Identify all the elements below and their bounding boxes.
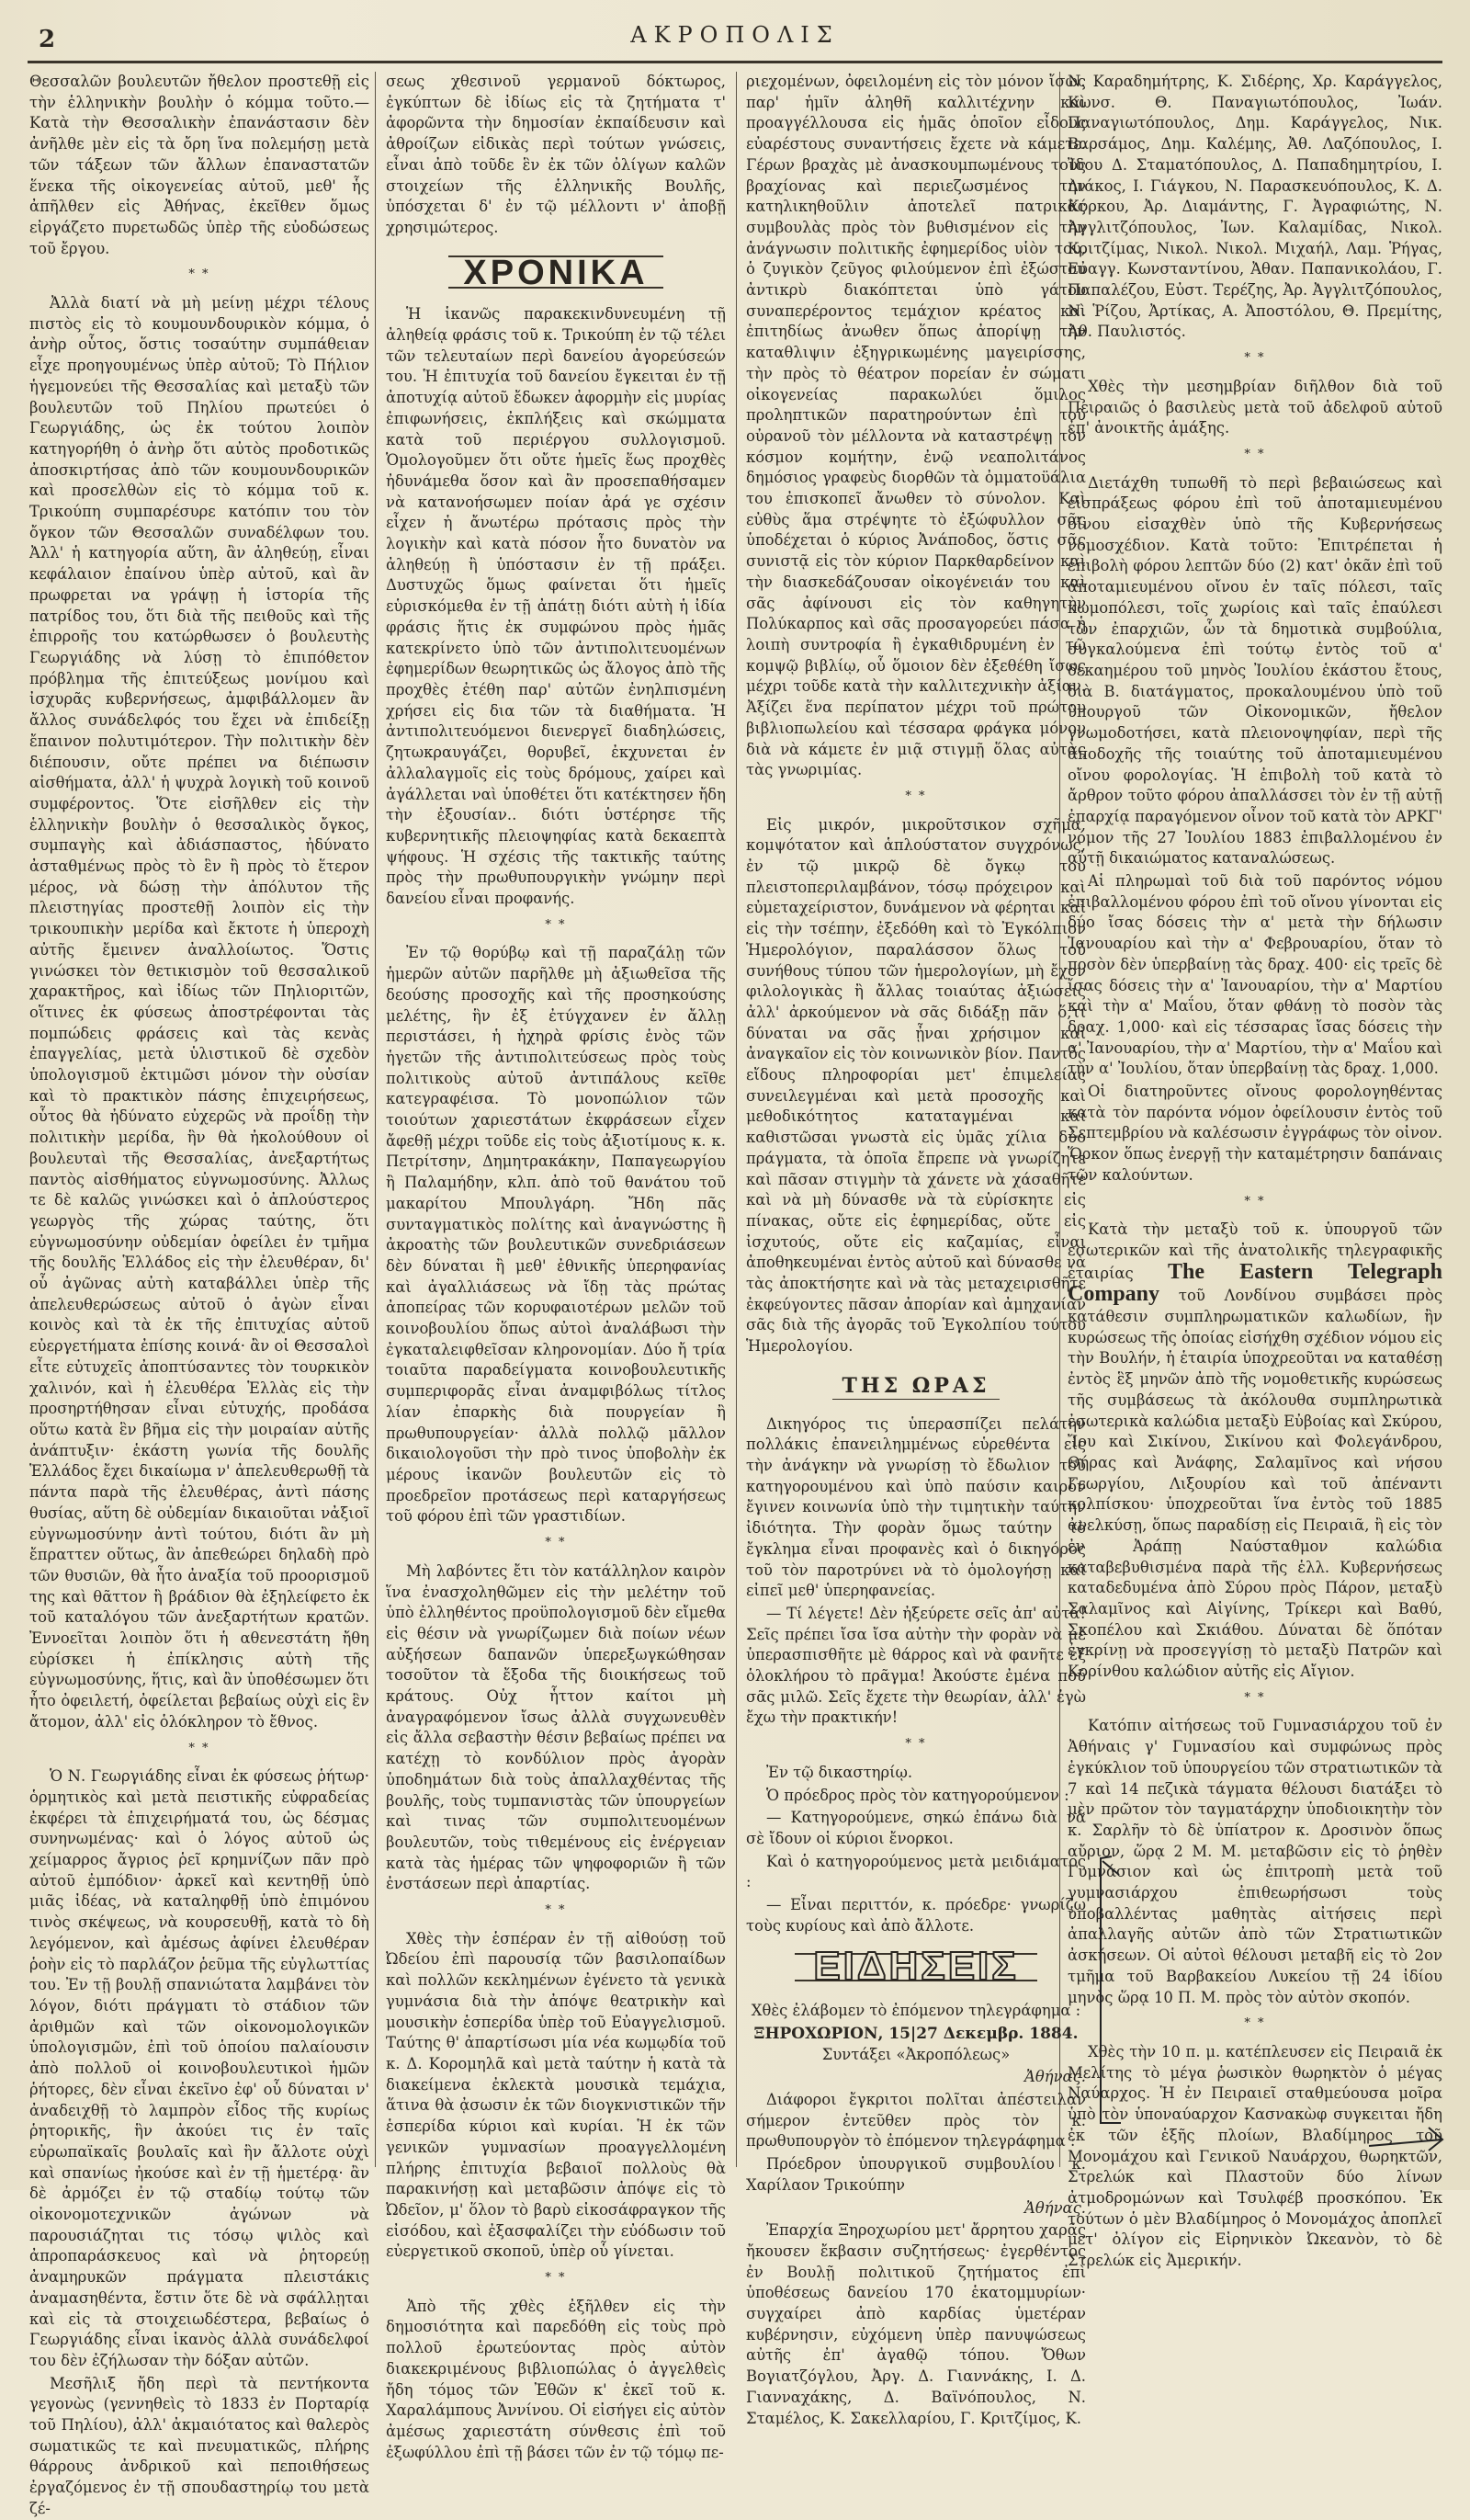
article-paragraph: Αἱ πληρωμαὶ τοῦ διὰ τοῦ παρόντος νόμου ἐπιβαλλομένου φόρου ἐπὶ τοῦ οἴνου γίνονται εἰς δύο ἴσας δόσεις τὴν α' μετὰ τὴν δήλωσιν Ἰανουαρίου καὶ τὴν α' Φεβρουαρίου, ὅταν τὸ ποσὸν δὲν ὑπερβαίνῃ τὰς δραχ. 400· εἰς τρεῖς δὲ ἴσας δόσεις τὴν α' Ἰανουαρίου, τὴν α' Μαρτίου καὶ τὴν α' Μαΐου, ὅταν φθάνῃ τὸ ποσὸν τὰς δραχ. 1,000· καὶ εἰς τέσσαρας ἴσας δόσεις τὴν α' Ἰανουαρίου, τὴν α' Μαρτίου, τὴν α' Μαΐου καὶ τὴν α' Ἰουλίου, ὅταν ὑπερβαίνῃ τὰς δραχ. 1,000. [1068,872,1442,1078]
article-paragraph: Ἀπὸ τῆς χθὲς ἐξῆλθεν εἰς τὴν δημοσιότητα καὶ παρεδόθη εἰς τοὺς πρὸ πολλοῦ ἐρωτεύοντας πρὸς αὐτὸν διακεκριμένους βιβλιοπώλας ὁ ἀγγελθεὶς ἤδη τόμος τῶν Ἐθῶν κ' ἐκεῖ τοῦ κ. Χαραλάμπους Ἀννίνου. Οἱ εἰσήγει εἰς αὐτὸν ἀμέσως χαριεστάτη σύνθεσις ἐπὶ τοῦ ἐξωφύλλου ἐπὶ τῇ βάσει τῶν ἐν τῷ τόμῳ πε- [386,2297,726,2461]
article-paragraph: Πρόεδρον ὑπουργικοῦ συμβουλίου κ. Χαρίλαον Τρικούπην [746,2155,1086,2194]
section-title: ΕΙΔΗΣΕΙΣ [795,1953,1036,1981]
separator: * * [1244,447,1266,461]
separator: * * [905,789,927,803]
separator: * * [188,267,210,282]
handwritten-bracket-mark [1093,1847,1452,2164]
dialogue-line: — Τί λέγετε! Δὲν ἠξεύρετε σεῖς ἀπ' αὐτά! Σεῖς πρέπει ἴσα ἴσα αὐτὴν τὴν φορὰν νὰ μὲ ὑπερασπισθῆτε μὲ θάρρος καὶ νὰ φανῆτε ἐξ ὁλοκλήρου τὸ πρᾶγμα! Ἀκούστε ἐμένα ποῦ σᾶς μιλῶ. Σεῖς ἔχετε τὴν θεωρίαν, ἀλλ' ἐγὼ ἔχω τὴν πρακτικήν! [746,1604,1086,1727]
column-divider [736,72,737,2167]
telegram-recipient: Συντάξει «Ἀκροπόλεως» [821,2045,1011,2063]
section-header-tis-oras [746,1374,1086,1400]
section-title: ΧΡΟΝΙΚΑ [448,255,662,289]
article-paragraph: Χθὲς τὴν ἑσπέραν ἐν τῇ αἰθούσῃ τοῦ Ὠδείου ἐπὶ παρουσίᾳ τῶν βασιλοπαίδων καὶ πολλῶν κεκλημένων ἐγένετο τὰ γενικὰ γυμνάσια διὰ τὴν ἀπόψε θεατρικὴν καὶ μουσικὴν ἑσπερίδα ὑπὲρ τοῦ Εὐαγγελισμοῦ. Ταύτης θ' ἀπαρτίσωσι μία νέα κωμῳδία τοῦ κ. Δ. Κορομηλᾶ καὶ μετὰ ταύτην ἡ κατὰ τὰ διακείμενα ἐκλεκτὰ μουσικὰ τεμάχια, ἅτινα θὰ ᾀσωσιν ἐκ τῶν διογκνιστικῶν τῆν ἑσπερίδα κύριοι καὶ κυρίαι. Ἡ ἐκ τῶν γενικῶν γυμνασίων προαγγελλομένη πλήρης ἐπιτυχία βεβαιοῖ πολλοὺς θὰ παρακινήσῃ καὶ μεταβῶσιν ἀπόψε εἰς τὸ Ὠδεῖον, μ' ὅλον τὸ βαρὺ εἰκοσάφραγκον τῆς εἰσόδου, καὶ ἐξασφαλίζει τὴν εὐόδωσιν τοῦ εὐεργετικοῦ σκοποῦ, ὑπὲρ οὗ γίνεται. [386,1929,726,2261]
dialogue-line: — Εἶναι περιττόν, κ. πρόεδρε· γνωρίζω τοὺς κυρίους καὶ ἀπὸ ἄλλοτε. [746,1896,1086,1935]
article-paragraph: Εἰς μικρόν, μικροῦτσικον σχῆμα, κομψότατον καὶ ἁπλούστατον συγχρόνως, ἐν τῷ μικρῷ δὲ ὄγκῳ του πλειστοπεριλαμβάνον, τόσῳ πρόχειρον καὶ εὐμεταχείριστον, δυνάμενον νὰ φέρηται καὶ εἰς τὴν τσέπην, ἐξεδόθη καὶ τὸ Ἐγκόλπιον Ἡμερολόγιον, παραλάσσον ὅλως τοῦ συνήθους τύπου τῶν ἡμερολογίων, μὴ ἔχον φιλολογικὰς ἢ ἄλλας τοιαύτας ἀξιώσεις ἀλλ' ἀρκούμενον νὰ σᾶς διδάξῃ πᾶν ὅ,τι δύναται να σᾶς ᾖναι χρήσιμον καὶ ἀναγκαῖον εἰς τὸν κοινωνικὸν βίον. Παντὸς εἴδους πληροφορίαι μετ' ἐπιμελείας συνειλεγμέναι καὶ μετὰ προσοχῆς καὶ μεθοδικότητος καταταγμέναι καὶ καθιστῶσαι γνωστὰ εἰς ὑμᾶς χίλια δύο πράγματα, τὰ ὁποῖα ἔπρεπε νὰ γνωρίζητε καὶ πᾶσαν στιγμὴν τὰ χάνετε νὰ χάσαθῆτε καὶ νὰ μὴ δύνασθε νὰ τὰ εὑρίσκητε εἰς πίνακας, οὔτε εἰς ἐφημερίδας, οὔτε εἰς ἰσχυτούς, οὔτε εἰς καζαμίας, εἶναι ἀποθηκευμέναι ἐντὸς αὐτοῦ καὶ δύνασθε νὰ τὰς ἀποκτήσητε καὶ νὰ τὰς μεταχειρισθῆτε ἐκφεύγοντες πᾶσαν ἀπορίαν καὶ ἀμηχανίαν σᾶς διὰ τῆς ἀγορᾶς τοῦ Ἐγκολπίου τούτου Ἡμερολογίου. [746,815,1086,1356]
article-paragraph: Ἐπαρχία Ξηροχωρίου μετ' ἄρρητου χαρᾶς ἤκουσεν ἔκβασιν συζητήσεως· ἐγερθέντος ἐν Βουλῇ πολιτικοῦ ζητήματος ἐπὶ ὑποθέσεως δανείου 170 ἑκατομμυρίων· συγχαίρει ἀπὸ καρδίας ὑμετέραν κυβέρνησιν, εὐχόμενη ὑπὲρ πανυψώσεως αὐτῆς ἐπ' ἀγαθῷ τόπου. Ὄθων Βογιατζόγλου, Ἀργ. Δ. Γιαννάκης, Ι. Δ. Γιανναχάκης, Δ. Βαϊνόπουλος, Ν. Σταμέλος, Κ. Σακελλαρίου, Γ. Κριτζίμος, Κ. [746,2221,1086,2427]
section-header-chronika [386,255,726,290]
telegram-dateline: ΞΗΡΟΧΩΡΙΟΝ, 15|27 Δεκεμβρ. 1884. [753,2024,1079,2043]
article-paragraph: Δικηγόρος τις ὑπερασπίζει πελάτην πολλάκις ἐπανειλημμένως εὑρεθέντα εἰς τὴν ἀνάγκην νὰ γνωρίσῃ τὸ ἔδωλιον τοῦ κατηγορουμένου καὶ ὑπὸ παύσιν καιρόν ἔγινεν κοινωνία ὑπὸ τὴν τιμητικὴν ταύτην ἰδιότητα. Τὴν φορὰν ὅμως ταύτην τὸ ἔγκλημα εἶναι προφανὲς καὶ ὁ δικηγόρος τοῦ τὸν παροτρύνει νὰ τὸ ὁμολογήσῃ καὶ εἰπεῖ μεθ' ὑπερηφανείας. [746,1414,1086,1600]
article-paragraph [1068,1220,1442,1682]
separator: * * [545,917,567,932]
article-paragraph: σεως χθεσινοῦ γερμανοῦ δόκτωρος, ἐγκύπτων δὲ ἰδίως εἰς τὰ ζητήματα τ' ἀφορῶντα τὴν δημοσίαν ἐκπαίδευσιν καὶ ἀθροίζων εἰδικὰς περὶ τούτων γνώσεις, εἶναι ἀπὸ τοῦδε ἓν ἐκ τῶν ὀλίγων καλῶν στοιχείων τῆς ἑλληνικῆς Βουλῆς, ὑπόσχεται δ' ἐν τῷ μέλλοντι ν' ἀποβῇ χρησιμώτερος. [386,73,726,236]
separator: * * [188,1741,210,1755]
separator: * * [1244,2016,1266,2031]
article-paragraph: Χθὲς ἐλάβομεν τὸ ἐπόμενον τηλεγράφημα : [751,2002,1081,2020]
separator: * * [905,1737,927,1752]
column-2 [386,72,726,2461]
article-paragraph: Οἱ διατηροῦντες οἴνους φορολογηθέντας κατὰ τὸν παρόντα νόμον ὀφείλουσιν ἐντὸς τοῦ Σεπτεμβρίου νὰ καλέσωσιν ἐγγράφως τὸν οἰνον. Ὅρκον ὅπως ἐνεργῇ τὴν καταμέτρησιν δαπάναις τῶν καλούντων. [1068,1083,1442,1184]
separator: * * [1244,351,1266,366]
dialogue-line: Καὶ ὁ κατηγορούμενος μετὰ μειδιάματος : [746,1852,1086,1891]
article-paragraph: Χθὲς τὴν μεσημβρίαν διῆλθον διὰ τοῦ Πειραιῶς ὁ βασιλεὺς μετὰ τοῦ ἀδελφοῦ αὐτοῦ ἐπ' ἀνοικτῆς ἁμάξης. [1068,377,1442,437]
article-paragraph: Διάφοροι ἔγκριτοι πολῖται ἀπέστειλαν σήμερον ἐντεῦθεν πρὸς τὸν κ. πρωθυπουργὸν τὸ ἐπόμενον τηλεγράφημα : [746,2090,1086,2151]
separator: * * [545,1903,567,1918]
separator: * * [545,2271,567,2286]
paragraph-text: τοῦ Λονδίνου συμβάσει πρὸς κατάθεσιν συμπληρωματικῶν καλωδίων, ἢν κυρώσεως τῆς ὁποίας εἰσήχθη σχέδιον νόμου εἰς τὴν Βουλήν, ἡ ἑταιρία ὑποχρεοῦται να καταθέσῃ ἐντὸς ἓξ μηνῶν ἀπὸ τῆς νομοθετικῆς κυρώσεως τῆς συμβάσεως τὰ ἀκόλουθα συμπληρωτικὰ ἐσωτερικὰ καλώδια μεταξὺ Εὐβοίας καὶ Σκύρου, Ἴου καὶ Σικίνου, Σικίνου καὶ Φολεγάνδρου, Θήρας καὶ Ἀνάφης, Σαλαμῖνος καὶ νήσου Γεωργίου, Λιξουρίου καὶ τοῦ ἀπέναντι κολπίσκου· ὑποχρεοῦται ἵνα ἐντὸς τοῦ 1885 ἀνελκύσῃ, ὅπως παραδίσῃ εἰς Πειραιᾶ, ἢ εἰς τὸν ἐν Ἀράπῃ Ναύσταθμον καλώδια καταβεβυθισμένα παρὰ τῆς ἑλλ. Κυβερνήσεως καταδεδυμένα ἀπὸ Σύρου πρὸς Πάρον, μεταξὺ Σαλαμῖνος καὶ Αἰγίνης, Τρίκερι καὶ Βαθύ, Σκοπέλου καὶ Σκιάθου. Δύναται δὲ ὅπόταν ἐγκρίνῃ νὰ προσεγγίσῃ τὸ μεταξὺ Πατρῶν καὶ Κορίνθου καλώδιον αὐτῆς εἰς Αἴγιον. [1068,1287,1443,1681]
separator: * * [1244,1690,1266,1705]
header-rule [28,61,1442,63]
article-paragraph: Χθὲς τὴν 10 π. μ. κατέπλευσεν εἰς Πειραιᾶ ἐκ Μελίτης τὸ μέγα ῥωσικὸν θωρηκτὸν ὁ μέγας Ναύαρχος. Ἡ ἐν Πειραιεῖ σταθμεύουσα μοῖρα ὑπὸ τὸν ὑποναύαρχον Κασνακὼφ συγκειται ἤδη ἐκ τῶν ἑξῆς πλοίων, Βλαδίμηρος τοῦ Μονομάχου καὶ Γενικοῦ Ναυάρχου, θωρηκτῶν, Στρελώκ καὶ Πλαστοῦν δύο λίνων ἀτμοδρομώνων καὶ Τσυλφέβ προσκόπου. Ἐκ τούτων ὁ μὲν Βλαδίμηρος ὁ Μονομάχος ἀποπλεῖ μετ' ὀλίγον εἰς Εἰρηνικὸν Ὠκεανὸν, τὸ δὲ Στρελώκ εἰς Ἀμερικήν. [1068,2042,1442,2270]
telegram-city: Ἀθήνας. [1024,2198,1086,2217]
article-paragraph: Θεσσαλῶν βουλευτῶν ἤθελον προστεθῇ εἰς τὴν ἑλληνικὴν βουλὴν ὁ κόμμα τοῦτο.—Κατὰ τὴν Θεσσαλικὴν ἐπανάστασιν δὲν ἀνῆλθε μὲν εἰς τὰ ὄρη ἵνα πολεμήσῃ μετὰ τῶν τάξεων τῶν ἄλλων ἐπαναστατῶν ἕνεκα τῆς οἰκογενείας αὐτοῦ, μεθ' ἧς ἀπῆλθεν εἰς Ἀθήνας, ἐκεῖθεν ὅμως εἰργάζετο πυρετωδῶς ὑπὲρ τῆς εὐοδώσεως τοῦ ἔργου. [29,73,369,257]
masthead: ΑΚΡΟΠΟΛΙΣ [630,22,840,48]
dialogue-line: — Κατηγορούμενε, σηκώ ἐπάνω διὰ νὰ σὲ ἴδουν οἱ κύριοι ἔνορκοι. [746,1809,1086,1847]
article-paragraph: ριεχομένων, ὀφειλομένη εἰς τὸν μόνον ἴσως παρ' ἡμῖν ἀληθῆ καλλιτέχνην καὶ προαγγέλλουσα εἰς ἡμᾶς ὁποῖον εἶδους εὐαρέστους συναντήσεις ἔχετε νὰ κάμετε. Γέρων βραχὰς μὲ ἀνασκουμπωμένους τοὺς βραχίονας καὶ περιεζωσμένος τὴν κατηλικηθοῦλιν ἀποτελεῖ πατρικὰς συμβουλὰς πρὸς τὸν βυθισμένον εἰς τὴν ἀνάγνωσιν πολιτικῆς ἐφημερίδος υἱὸν του, ὁ ζυγικὸν ζεῦγος φιλούμενον ἐπὶ ἐξώστου ἀντικρὺ διακόπτεται ὑπὸ γάτου συναπερέροντος τεμάχιον κρέατος καὶ ἐπιτηδίως ἀνωθεν ὅπως ἀπορίψῃ τὴν καταθλιψιν ἐξηγρικωμένης μαγειρίσσης, τὴν πρὸς τὸ θέατρον πορείαν ἐν σώματι οἰκογενείας παρακωλύει ὅμιλος προληπτικῶν παρατηρούντων ἐπὶ τοῦ οὐρανοῦ τὸν μέλλοντα νὰ καταστρέψῃ τὸν κόσμον κομήτην, ἐνῷ νεαπολιτάνος δημόσιος γραφεὺς διορθῶν τὰ ὀμματοϋάλια του ἐπισκοπεῖ ἄνωθεν τὸ σύνολον. Καὶ εὐθὺς ἅμα στρέψητε τὸ ἐξώφυλλον σᾶς ὑποδέχεται ὁ κύριος Ἀνάποδος, ὅστις σᾶς συνιστᾷ εἰς τὸν κύριον Παρκθαρδείνον καὶ τὴν διασκεδάζουσαν οἰκογένειάν του καὶ σᾶς ἀφίνουσι εἰς τὸν καθηγητὴν Πολύκαρπος καὶ σᾶς προσαγορεύει πάσα ἡ λοιπὴ συντροφία ἢ ἐγκαθιδρυμένη ἐν τῷ κομψῷ βιβλίῳ, οὗ ὅμοιον δὲν ἐξεθέθη ἴσως μέχρι τοῦδε κατὰ τὴν καλλιτεχνικὴν ἀξίαν. Ἀξίζει ἕνα περίπατον μέχρι τοῦ πρώτου βιβλιοπωλείου καὶ τέσσαρα φράγκα μόνον διὰ νὰ κάμετε ἐν μιᾷ στιγμῇ ὅλας αὐτὰς τὰς γνωριμίας. [746,73,1086,779]
article-paragraph: Διετάχθη τυπωθῆ τὸ περὶ βεβαιώσεως καὶ εἰσπράξεως φόρου ἐπὶ τοῦ ἀποταμιευμένου οἴνου εἰσαχθὲν ὑπὸ τῆς Κυβερνήσεως νομοσχέδιον. Κατὰ τοῦτο: Ἐπιτρέπεται ἡ ἐπιβολὴ φόρου λεπτῶν δύο (2) κατ' ὀκᾶν ἐπὶ τοῦ ἀποταμιευμένου οἴνου ἐν ταῖς πόλεσι, ταῖς κωμοπόλεσι, τοῖς χωρίοις καὶ ταῖς ἐπαύλεσι τῶν ἐπαρχιῶν, ὧν τὰ δημοτικὰ συμβούλια, συγκαλούμενα ἐπὶ τούτῳ ἐντὸς τοῦ α' δεκαημέρου τοῦ μηνὸς Ἰουλίου ἑκάστου ἔτους, διὰ Β. διατάγματος, προκαλουμένου ὑπὸ τοῦ ὑπουργοῦ τῶν Οἰκονομικῶν, ἤθελον γνωμοδοτήσει, κατὰ πλειονοψηφίαν, περὶ τῆς ἀποδοχῆς τῆς τοιαύτης τοῦ ἀποταμιευμένου οἴνου φορολογίας. Ἡ ἐπιβολὴ τοῦ κατὰ τὸ ἄρθρον τοῦτο φόρου ἀπαλλάσσει τὸν ἐν τῇ αὐτῇ ἐπαρχίᾳ παραγόμενον οἶνον τοῦ κατὰ τὸν ΑΡΚΓ' νόμον τῆς 27 Ἰουλίου 1883 ἐπιβαλλομένου ἐν αὐτῇ δικαιώματος καταναλώσεως. [1068,473,1442,868]
dialogue-line: Ὁ πρόεδρος πρὸς τὸν κατηγορούμενον : [766,1786,1069,1804]
article-paragraph: Μὴ λαβόντες ἔτι τὸν κατάλληλον καιρὸν ἵνα ἐνασχοληθῶμεν εἰς τὴν μελέτην τοῦ ὑπὸ ἐλληθέντος προϋπολογισμοῦ δὲν εἴμεθα εἰς θέσιν νὰ γνωρίζωμεν διὰ ποίων νέων αὐξήσεων δαπανῶν ὑπερεξωγκώθησαν τοσοῦτον τὰ ἔξοδα τῆς διοικήσεως τοῦ κράτους. Οὐχ ἧττον καίτοι μὴ ἀναγραφόμενον ἴσως ἀλλὰ συγχωνευθὲν εἰς ἄλλα σεβαστὴν θέσιν βεβαίως πρέπει να κατέχῃ τὸ κονδύλιον πρὸς ἀγορὰν ὑποδημάτων διὰ τοὺς ἀπαλλαχθέντας τῆς βουλῆς, τοὺς τυμπανιστὰς τῶν ὑπουργείων καὶ τινας τῶν συμπολιτευομένων βουλευτῶν, τοὺς τιθεμένους εἰς ἐνέργειαν κατὰ τὰς ἡμέρας τῶν ψηφοφοριῶν ἢ τῶν ἐνστάσεων περὶ ἀπαρτίας. [386,1561,726,1893]
article-paragraph: Ἡ ἱκανῶς παρακεκινδυνευμένη τῇ ἀληθείᾳ φράσις τοῦ κ. Τρικούπη ἐν τῷ τέλει τῶν τελευταίων περὶ δανείου ἀγορεύσεών του. Ἡ ἐπιτυχία τοῦ δανείου ἔγκειται ἐν τῇ ἀποτυχίᾳ αὐτοῦ ἔδωκεν ἀφορμὴν εἰς μυρίας ἐπιφωνήσεις, ἐκπλήξεις καὶ σκώμματα κατὰ τοῦ περιέργου συλλογισμοῦ. Ὁμολογοῦμεν ὅτι οὔτε ἡμεῖς ἕως προχθὲς ἠδυνάμεθα ὅσον καὶ ἂν προσεπαθήσαμεν νὰ κατανοήσωμεν ποίαν ἀρά γε σχέσιν εἶχεν ἡ ἄνωτέρω πρότασις πρὸς τὴν λογικὴν καὶ κατὰ πόσον ἦτο δυνατὸν να ἀληθεύῃ ἢ ὑπόστασιν ἐν τῇ πράξει. Δυστυχῶς ὅμως φαίνεται ὅτι ἡμεῖς εὑρισκόμεθα ἐν τῇ ἀπάτῃ διότι αὐτὴ ἡ ἰδία φράσις ἥτις ἐκ συμφώνου πρὸς ἡμᾶς κατεκρίνετο ὑπὸ τῶν ἀντιπολιτευομένων ἐφημερίδων θεωρητικῶς ὡς ἄλογος ἀπὸ τῆς προχθὲς ἐτέθη παρ' αὐτῶν ἐνηλπισμένη χρήσει εἰς δια τῶν τὰ διαθήματα. Ἡ ἀντιπολιτευόμενοι διενεργεῖ διαδηλώσεις, ζητωκραυγάζει, θορυβεῖ, ἐκχυνεται ἐν ἀλλαλαγμοῖς εἰς τοὺς δρόμους, χαίρει καὶ ἀγάλλεται ναὶ ὑποθέτει ὅτι κατέκτησεν ἤδη τὴν ἐξουσίαν.. διότι ὑστέρησε τῆς κυβερνητικῆς πλειοψηφίας κατὰ δεκαεπτὰ ψήφους. Ἡ σχέσις τῆς τακτικῆς ταύτης πρὸς τὴν πρωθυπουργικὴν γνώμην περὶ δανείου εἶναι προφανής. [386,305,726,908]
signatories-list: Ν. Καραδημήτρης, Κ. Σιδέρης, Χρ. Καράγγελος, Κωνσ. Θ. Παναγιωτόπουλος, Ἰωάν. Παναγιωτόπουλος, Δημ. Καράγγελος, Νικ. Βαρσάμος, Δημ. Καλέμης, Ἀθ. Λαζόπουλος, Ι. Ἰδου Δ. Σταματόπουλος, Δ. Παπαδημητρίου, Ι. Διάκος, Ι. Γιάγκου, Ν. Παρασκευόπουλος, Κ. Δ. Κύρκου, Ἀρ. Διαμάντης, Γ. Ἀγραφιώτης, Ν. Ἀγγλιτζόπουλος, Ἰων. Καλαμίδας, Νικολ. Κριτζίμας, Νικολ. Νικολ. Μιχαήλ, Λαμ. Ῥήγας, Εὐαγγ. Κωνσταντίνου, Ἀθαν. Παπανικολάου, Γ. Παπαλέζου, Εὐστ. Τερέζης, Ἀρ. Ἀγγλιτζόπουλος, Ν. Ῥίζου, Ἀρτίκας, Α. Ἀποστόλου, Θ. Πρεμίτης, Ἀθ. Παυλιστός. [1068,73,1442,341]
page-number: 2 [39,26,56,53]
article-paragraph: Κατόπιν αἰτήσεως τοῦ Γυμνασιάρχου τοῦ ἐν Ἀθήναις γ' Γυμνασίου καὶ συμφώνως πρὸς ἐγκύκλιον τοῦ ὑπουργείου τῶν στρατιωτικῶν τὰ 7 καὶ 14 πεζικὰ τάγματα θέλουσι διατάξει τὸ μὲν πρῶτον τὸν ταγματάρχην ὑποδιοικητὴν τὸν κ. Σαρλῆν τὸ δὲ ὑπίατρον κ. Δροσινὸν ὅπως αὔριον, ὥρᾳ 2 Μ. Μ. μεταβῶσιν εἰς τὸ ῥηθὲν Γυμνάσιον καὶ ὡς ἐπιτροπὴ μετὰ τοῦ γυμνασιάρχου ἐπιθεωρήσωσι τοὺς ὑποβαλλέντας μαθητὰς αἰτήσεις περὶ ἀπαλλαγῆς αὐτῶν ἀπὸ τῶν Στρατιωτικῶν ἀσκήσεων. Οἱ αὐτοὶ θέλουσι μεταβῆ εἰς τὸ 2ον τμῆμα τοῦ Βαρβακείου Λυκείου τῇ 24 ἰδίου μηνὸς ὥρᾳ 10 Π. Μ. πρὸς τὸν αὐτὸν σκοπόν. [1068,1717,1442,2006]
column-1 [29,72,370,2517]
article-paragraph: Ἐν τῷ θορύβῳ καὶ τῇ παραζάλῃ τῶν ἡμερῶν αὐτῶν παρῆλθε μὴ ἀξιωθεῖσα τῆς δεούσης προσοχῆς καὶ τῆς προσηκούσης μελέτης, ἣν ἐξ ἐτύγχανεν ἐν ἄλλῃ περιστάσει, ἡ ἠχηρὰ φρίσις ἑνὸς τῶν ἡγετῶν τῆς ἀντιπολιτεύσεως πρὸς τοὺς πολιτικοὺς αὐτοῦ ἀντιπάλους κεῖθε κατεγραφέισα. Τὸ μονοπώλιον τῶν τοιούτων χαριεστάτων ἐκφράσεων εἶχεν ἄφεθῇ μέχρι τοῦδε εἰς τοὺς ἀξιοτίμους κ. κ. Πετρίτσην, Δημητρακάκην, Παπαγεωργίου ἢ Παλαμήδην, κλπ. ἀπὸ τοῦ θανάτου τοῦ μακαρίτου Μπουλγάρη. Ἤδη πᾶς συνταγματικὸς πολίτης καὶ ἀναγνώστης ἢ ἀκροατὴς τῶν βουλευτικῶν συνεδριάσεων δὲν δύναται ἢ μεθ' ἐθνικῆς ὑπερηφανίας καὶ ἀγαλλιάσεως νὰ ἴδῃ τὰς πρώτας ἀποπείρας τῶν κορυφαιοτέρων μελῶν τοῦ κοινοβουλίου ὅπως αὐτοὶ ἀναλάβωσι τὴν ἐγκαταλειφθεῖσαν κληρονομίαν. Δύο ἤ τρία τοιαῦτα παραδείγματα κοινοβουλευτικῆς συμπεριφορᾶς εἶναι ἀναμφιβόλως τίτλος λίαν ἐπαρκὴς διὰ πουργείαν ἢ πρωθυπουργείαν· ἀλλὰ πολλῷ μᾶλλον δικαιολογοῦσι τὴν πρὸ τινος ὑποβολὴν ἐκ μέρους ἱκανῶν βουλευτῶν εἰς τὸ προεδρεῖον προτάσεως περὶ καταργήσεως τοῦ φόρου ἐπὶ τῶν γραστιδίων. [386,944,726,1526]
separator: * * [1244,1194,1266,1209]
dialogue-line: Ἐν τῷ δικαστηρίῳ. [766,1763,913,1781]
article-paragraph: Μεσῆλιξ ἤδη περὶ τὰ πεντήκοντα γεγονὼς (γεννηθεὶς τὸ 1833 ἐν Πορταρίᾳ τοῦ Πηλίου), ἀλλ' ἀκμαιότατος καὶ θαλερὸς σωματικῶς τε καὶ πνευματικῶς, πλήρης θάρρους ἀνδρικοῦ καὶ πεποιθήσεως ἐργαζόμενος ἐν τῇ σπουδαστηρίῳ του μετὰ ζέ- [29,2374,369,2517]
article-paragraph: Ἀλλὰ διατί νὰ μὴ μείνῃ μέχρι τέλους πιστὸς εἰς τὸ κουμουνδουρικὸν κόμμα, ὁ ἀνὴρ οὗτος, ὅστις τοσαύτην συμπάθειαν εἶχε προηγουμένως ὑπὲρ αὐτοῦ; Τὸ Πήλιον ἡγεμονεύει τῆς Θεσσαλίας καὶ μεταξὺ τῶν βουλευτῶν τοῦ Πηλίου πρωτεύει ὁ Γεωργιάδης, ὡς ἐκ τούτου λοιπὸν κατηγορήθη ὁ ἀνὴρ ὅτι αὐτὸς προδοτικῶς ἀποσκιρτήσας ἀπὸ τῶν κουμουνδουρικῶν καὶ προσελθὼν εἰς τὸ κόμμα τοῦ κ. Τρικούπη συμπαρέσυρε κατόπιν του τὸν ὄγκον τῶν Θεσσαλῶν συναδέλφων του. Ἀλλ' ἡ κατηγορία αὕτη, ἂν ἀληθεύῃ, εἶναι κεφάλαιον ἐπαίνου ὑπὲρ αὐτοῦ, καὶ ἂν πρωφρεται να γράψῃ ἡ ἱστορία τῆς πατρίδος του, ὅτι διὰ τῆς πειθοῦς καὶ τῆς ἐπιρροῆς του κατώρθωσεν ὁ βουλευτὴς Γεωργιάδης νὰ λύσῃ τὸ ἐπιπόθετον πρόβλημα τῆς ἐπιτεύξεως μονίμου καὶ ἰσχυρᾶς κυβερνήσεως, ἀμφιβάλλομεν ἂν ἄλλος συνάδελφός του ἔχει νὰ ἐπιδείξῃ ἔπαινον πολυτιμότερον. Τὴν πολιτικὴν δὲν διέπουσιν, οὔτε πρέπει να διέπωσιν αἰσθήματα, ἀλλ' ἡ ψυχρὰ λογικὴ τοῦ κοινοῦ συμφέροντος. Ὅτε εἰσῆλθεν εἰς τὴν ἑλληνικὴν βουλὴν ὁ θεσσαλικὸς ὄγκος, συμπαγὴς καὶ ἀδιάσπαστος, ἠδύνατο ἀσταθμένως πρὸς τὸ ἓν ἢ πρὸς τὸ ἕτερον μέρος, νὰ δώσῃ τὴν ἀπόλυτον τῆς πλειστηγίας προστεθῇ λοιπὸν εἰς τὴν τρικουπικὴν μερίδα καὶ ἔκτοτε ἡ ὑπεροχὴ αὐτῆς ἔμεινεν ἀναλλοίωτος. Ὅστις γινώσκει τὸν θετικισμὸν τοῦ θεσσαλικοῦ χαρακτῆρος, καὶ ἰδίως τῶν Πηλιοριτῶν, οἵτινες ἐκ φύσεως ἀποστρέφονται τὰς πομπώδεις φράσεις καὶ τὰς κενὰς ἐπαγγελίας, μετὰ ὑλιστικοῦ δὲ σχεδὸν ὑπολογισμοῦ ἐκτιμῶσι μόνον τὴν οὐσίαν καὶ τὸ πρακτικὸν πάσης ἐπιχειρήσεως, οὗτος θὰ ἠδύνατο εὐχερῶς νὰ προΐδῃ τὴν πολιτικὴν μερίδα, ἣν θὰ ἠκολούθουν οἱ βουλευταὶ τῆς Θεσσαλίας, ἀνεξαρτήτως παντὸς αἰσθήματος εὐγνωμοσύνης. Ἀλλως τε δὲ καλῶς γινώσκει καὶ ὁ ἀπλούστερος γεωργὸς τῆς χώρας ταύτης, ὅτι εὐγνωμοσύνην οὐδεμίαν ὀφείλει ἐν τμῆμα τῆς δουλῆς Ἑλλάδος εἰς τὴν ἐλευθέραν, δι' οὗ ἀγῶνας αὐτὴ καταβάλλει ὑπὲρ τῆς ἀπελευθερώσεως αὐτοῦ ὁ ἀγὼν εἶναι κοινὸς καὶ τὰ ἐκ τῆς ἐπιτυχίας αὐτοῦ εὐεργετήματα ἐπίσης κοινά· ἂν οἱ Θεσσαλοὶ εἶτε εὐτυχεῖς ἀποπτύσαντες τὸν τουρκικὸν χαλινόν, καὶ ἡ ἐλευθέρα Ἑλλὰς εἰς τὴν προσηρτήθησαν εἶναι εὐτυχής, προδάσα οὕτω κατὰ ἓν βῆμα εἰς τὴν μοιραίαν αὐτῆς ἀνάπτυξιν· ἑκάστη γωνία τῆς δουλῆς Ἑλλάδος ἔχει δικαίωμα ν' ἀπελευθερωθῇ τὰ πάντα παρὰ τῆς ἐλευθέρας, ἀντὶ πάσης θυσίας, αὕτη δὲ οὐδεμίαν δικαιοῦται νἀξιοῖ εὐγνωμοσύνην ἀντὶ τούτου, διότι ἂν μὴ ἔπραττεν οὕτως, ἂν ἀπεθεώρει δηλαδὴ πρὸ τῶν θυσιῶν, θὰ ἦτο ἀναξία τοῦ προορισμοῦ της καὶ θᾶττον ἢ βράδιον θὰ ἐξηλείφετο ἐκ τοῦ καταλόγου τῶν ἀνεξαρτήτων κρατῶν. Ἐννοεῖται λοιπὸν ὅτι ἡ αθενεστάτη ἤθη εὑρίσκει ἡ ἐπίκλησις αὐτὴ τῆς εὐγνωμοσύνης, ἥτις, καὶ ἂν ὑποθέσωμεν ὅτι ἦτο ὀφειλετή, ὀφείλεται βεβαίως οὐχὶ εἰς ἓν ἄτομον, ἀλλ' εἰς ὁλόκληρον τὸ ἔθνος. [29,294,370,1731]
company-name: The Eastern Telegraph Company [1068,1259,1442,1307]
column-divider [375,72,376,2167]
article-paragraph: Ὁ Ν. Γεωργιάδης εἶναι ἐκ φύσεως ῥήτωρ· ὁρμητικὸς καὶ μετὰ πειστικῆς εὐφραδείας ἐκφέρει τὰ ἐπιχειρήματά του, ὡς δέσμας συνηνωμένας· καὶ ὁ λόγος αὐτοῦ ὡς χείμαρρος ἄγριος ῥεῖ κρημνίζων πᾶν πρὸ αὐτοῦ ἐμπόδιον· ἀρκεῖ καὶ κεντηθῇ ὑπὸ μιᾶς ἰδέας, νὰ καταληφθῇ ὑπὸ ἐπιμόνου τινὸς σκέψεως, νὰ κουρσευθῇ, κατὰ τὸ δὴ λεγόμενον, καὶ ἀμέσως ἀφίνει ἐλευθέραν ῥοὴν εἰς τὸ παρλάζον ῥεῦμα τῆς εὐγλωττίας του. Ἐν τῇ βουλῇ σπανιώτατα λαμβάνει τὸν λόγον, διότι πράγματι τὸ στάδιον τῶν ἀριθμῶν καὶ τῶν οἰκονομολογικῶν ὑπολογισμῶν, ἐπὶ τοῦ ὁποίου παλαίουσιν ἀπὸ πολλοῦ οἱ κοινοβουλευτικοὶ ἡμῶν ῥήτορες, δὲν εἶναι ἐκεῖνο ἐφ' οὗ δύναται ν' ἀναδειχθῇ τὸ λαμπρὸν εἶδος τῆς κυρίως ῥητορικῆς, ἣν ἀκούει τις ἐν ταῖς εὐρωπαϊκαῖς βουλαῖς καὶ ἣν ἄλλοτε οὐχὶ καὶ σπανίως ἠκούσε καὶ ἐν τῇ ἡμετέρᾳ· ἂν δὲ ἀρμόζει ἐν τῷ σταδίῳ τούτῳ τῶν οἰκονομοτεχνικῶν ἀγώνων νὰ παρουσιάζηται τις τόσῳ ψιλὸς καὶ ἀπροπαράσκευος καὶ νὰ ῥητορεύῃ ἀναμηρυκῶν πράγματα πλειστάκις ἀναμασηθέντα, ἔστιν ὅτε δὲ νὰ σφάλλῃται καὶ εἰς τὰ στοιχειωδέστερα, βεβαίως ὁ Γεωργιάδης εἶναι ἱκανὸς ἀλλὰ συνάδελφοί του δὲν ἐζήλωσαν τὴν δόξαν αὐτῶν. [29,1767,369,2369]
separator: * * [545,1536,567,1550]
paragraph-text: Κατὰ τὴν μεταξὺ τοῦ κ. ὑπουργοῦ τῶν ἐσωτερικῶν καὶ τῆς ἀνατολικῆς τηλεγραφικῆς ἑταιρίας [1068,1220,1442,1282]
section-title: ΤΗΣ ΩΡΑΣ [832,1374,999,1400]
column-3 [746,72,1086,2427]
section-header-eidiseis [746,1944,1086,1990]
telegram-city: Ἀθήνας. [1024,2068,1086,2086]
